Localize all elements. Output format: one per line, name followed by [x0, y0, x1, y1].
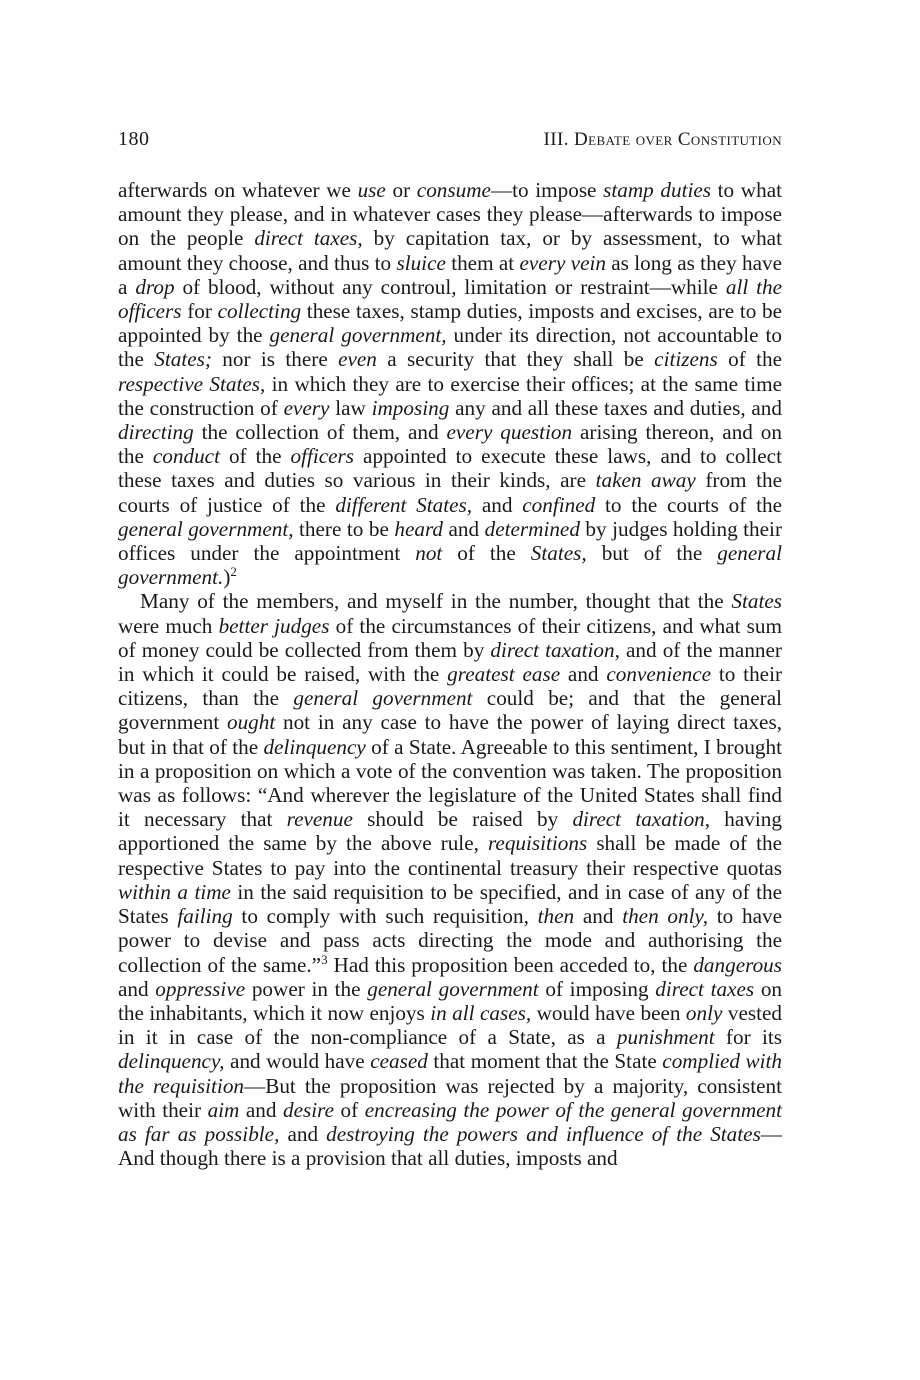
text-run: on the inhabitants, which it now enjoys — [118, 976, 783, 1025]
text-run: —to impose — [490, 178, 604, 202]
italic-text: heard — [394, 516, 444, 541]
italic-text: general government — [367, 976, 539, 1001]
italic-text: all the officers — [118, 274, 782, 324]
italic-text: then only, — [622, 904, 709, 929]
text-run: and — [118, 976, 156, 1001]
text-run: but of the — [586, 541, 718, 566]
text-run: having apportioned the same by the above rule, — [118, 807, 782, 856]
italic-text: in all cases, — [430, 1000, 532, 1025]
italic-text: oppressive — [155, 976, 246, 1001]
text-run: and — [472, 492, 523, 517]
text-run: the collection of them, and — [193, 420, 447, 445]
text-run: of the — [219, 444, 291, 469]
italic-text: respective States, — [118, 371, 266, 396]
text-run: that moment that the State — [427, 1049, 663, 1074]
text-run: from the courts of justice of the — [118, 468, 782, 517]
italic-text: confined — [522, 492, 596, 517]
running-head — [118, 128, 782, 158]
italic-text: greatest ease — [447, 662, 561, 687]
italic-text: sluice — [396, 250, 446, 275]
italic-text: officers — [290, 444, 355, 469]
text-run: and would have — [224, 1049, 371, 1074]
text-run: arising thereon, and on the — [118, 420, 782, 469]
text-run: as long as they have a — [118, 250, 782, 299]
text-run: to the courts of the — [595, 492, 782, 517]
italic-text: drop — [135, 274, 175, 299]
text-run: could be; and that the general government — [118, 686, 782, 735]
italic-text: delinquency — [263, 734, 366, 759]
text-run: law — [329, 395, 372, 420]
italic-text: determined — [484, 516, 580, 541]
text-run: in the said requisition to be specified, and in case of any of the States — [118, 879, 782, 929]
italic-text: every — [283, 395, 330, 420]
text-run: or — [385, 178, 417, 202]
text-run: and — [574, 904, 623, 929]
text-run: Had this proposition been acceded to, the — [327, 952, 694, 977]
italic-text: States, — [530, 541, 587, 566]
text-run: them at — [445, 250, 520, 275]
italic-text: direct taxes — [655, 976, 755, 1001]
text-run: and — [560, 662, 607, 687]
italic-text: consume — [416, 178, 491, 202]
text-run: of a State. Agreeable to this sentiment, I brought in a proposition on which a vote of the convention was taken. The proposition was as follows: “And wherever the legislature of the United States shall find it necessary that — [118, 734, 782, 832]
italic-text: different States, — [335, 492, 473, 517]
text-run: by judges holding their offices under the appointment — [118, 516, 782, 566]
text-run: any and all these taxes and duties, and — [449, 395, 782, 420]
text-run: —But the proposition was rejected by a majority, consistent with their — [118, 1073, 782, 1122]
book-page — [118, 128, 782, 1170]
text-run: of imposing — [538, 976, 656, 1001]
text-run: there to be — [293, 516, 395, 541]
text-run: in which they are to exercise their offices; at the same time the construction of — [118, 371, 782, 420]
text-run: power in the — [245, 976, 368, 1001]
text-run: and — [279, 1121, 327, 1146]
italic-text: collecting — [217, 299, 302, 324]
italic-text: convenience — [606, 662, 712, 687]
text-run: not in any case to have the power of laying direct taxes, but in that of the — [118, 710, 782, 759]
text-run: to what amount they please, and in whatever cases they please—afterwards to impose on the people — [118, 178, 782, 251]
text-run: would have been — [531, 1000, 686, 1025]
italic-text: dangerous — [693, 952, 782, 977]
text-run: under its direction, not accountable to the — [118, 323, 782, 372]
body-text — [118, 178, 782, 1170]
italic-text: direct taxation, — [490, 637, 620, 662]
text-run: afterwards on whatever we — [118, 178, 358, 202]
text-run: shall be made of the respective States to pay into the continental treasury their respective quotas — [118, 831, 782, 880]
text-run: should be raised by — [352, 807, 573, 832]
italic-text: punishment — [616, 1025, 715, 1050]
italic-text: aim — [207, 1097, 240, 1122]
italic-text: directing — [118, 420, 194, 445]
italic-text: requisitions — [487, 831, 588, 856]
italic-text: conduct — [152, 444, 220, 469]
italic-text: every question — [446, 420, 573, 445]
text-run: these taxes, stamp duties, imposts and excises, are to be appointed by the — [118, 299, 782, 348]
italic-text: imposing — [371, 395, 450, 420]
italic-text: direct taxes, — [254, 226, 363, 251]
italic-text: stamp duties — [603, 178, 712, 202]
text-run: for — [181, 299, 218, 324]
italic-text: even — [338, 347, 377, 372]
italic-text: only — [685, 1000, 723, 1025]
italic-text: ought — [226, 710, 276, 735]
text-run: to their citizens, than the — [118, 662, 783, 711]
text-run: appointed to execute these laws, and to collect these taxes and duties so various in their kinds, are — [118, 444, 782, 493]
text-run: of the — [442, 541, 531, 566]
text-run: ) — [223, 565, 231, 590]
italic-text: States — [731, 589, 782, 614]
italic-text: encreasing the power of the general government as far as possible, — [118, 1097, 783, 1146]
text-run: of blood, without any controul, limitation or restraint—while — [174, 274, 726, 299]
italic-text: better judges — [218, 613, 330, 638]
italic-text: taken away — [595, 468, 696, 493]
italic-text: within a time — [118, 879, 231, 904]
italic-text: destroying the powers and influence of the States — [326, 1121, 761, 1146]
footnote-reference: 2 — [230, 564, 237, 580]
text-run: and — [443, 516, 485, 541]
footnote-reference: 3 — [321, 951, 328, 967]
text-run: Many of the members, and myself in the number, thought that the — [140, 589, 732, 614]
text-run: and — [239, 1097, 283, 1122]
text-run: vested in it in case of the non-compliance of a State, as a — [118, 1000, 782, 1050]
text-run: to have power to devise and pass acts directing the mode and authorising the collection of the same.” — [118, 904, 782, 977]
italic-text: direct taxation, — [572, 807, 711, 832]
paragraph — [118, 589, 782, 1170]
text-run: of the — [717, 347, 782, 372]
italic-text: ceased — [370, 1049, 428, 1074]
text-run: to comply with such requisition, — [232, 904, 538, 929]
italic-text: then — [537, 904, 575, 929]
text-run: of — [334, 1097, 365, 1122]
italic-text: complied with the requisition — [118, 1049, 782, 1098]
page-number: 180 — [118, 128, 150, 150]
text-run: nor is there — [211, 347, 339, 372]
text-run: —And though there is a provision that all duties, imposts and — [118, 1121, 782, 1171]
italic-text: every vein — [519, 250, 606, 275]
italic-text: desire — [283, 1097, 334, 1122]
italic-text: use — [357, 178, 386, 202]
paragraph — [118, 178, 782, 589]
italic-text: not — [415, 541, 443, 566]
text-run: for its — [714, 1025, 782, 1050]
italic-text: revenue — [286, 807, 353, 832]
italic-text: failing — [177, 904, 233, 929]
italic-text: citizens — [654, 347, 718, 372]
text-run: by capitation tax, or by assessment, to what amount they choose, and thus to — [118, 226, 782, 275]
text-run: of the circumstances of their citizens, and what sum of money could be collected from them by — [118, 613, 782, 662]
italic-text: general government, — [269, 323, 447, 348]
text-run: and of the manner in which it could be raised, with the — [118, 637, 782, 687]
italic-text: States; — [154, 347, 212, 372]
italic-text: delinquency, — [118, 1049, 225, 1074]
italic-text: general government. — [118, 541, 782, 590]
italic-text: general government — [293, 686, 473, 711]
text-run: a security that they shall be — [376, 347, 655, 372]
text-run: were much — [118, 613, 219, 638]
italic-text: general government, — [118, 516, 294, 541]
running-title: III. Debate over Constitution — [543, 129, 782, 150]
